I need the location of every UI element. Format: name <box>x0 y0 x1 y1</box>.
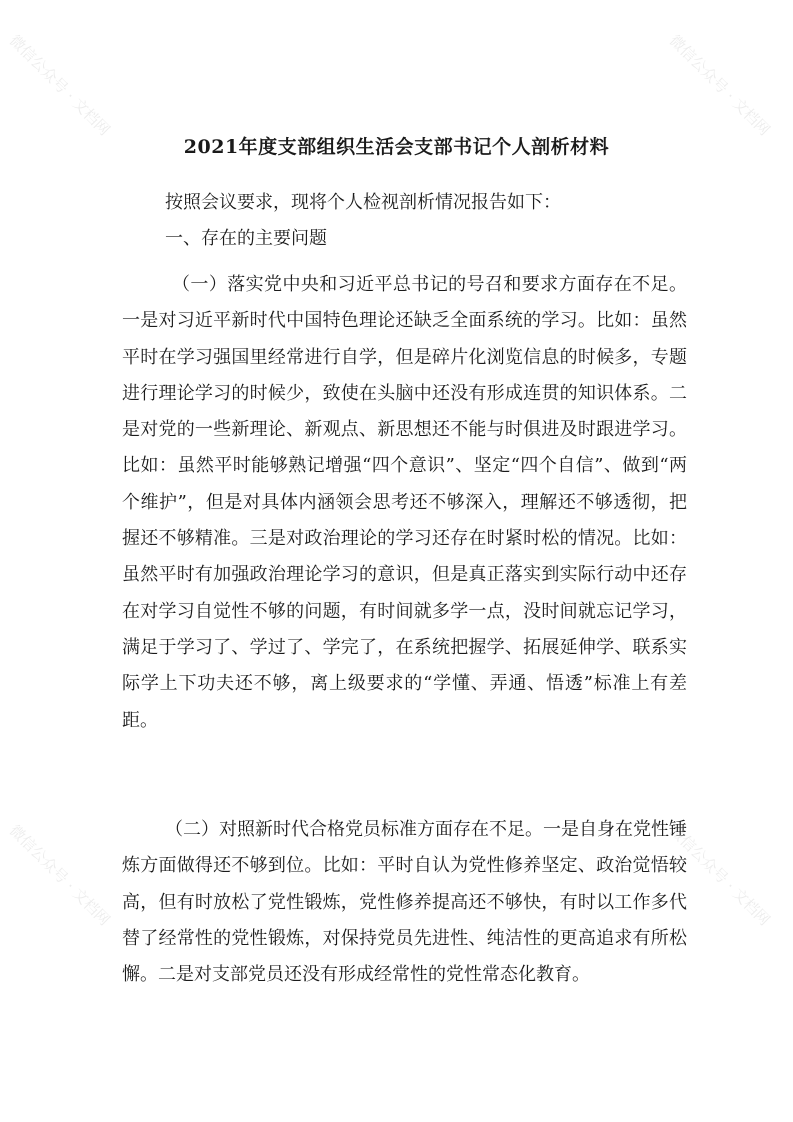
watermark: 微信公众号 · 文档网 <box>5 821 114 930</box>
body-paragraph-2: （二）对照新时代合格党员标准方面存在不足。一是自身在党性锤炼方面做得还不够到位。比如：平时自认为党性修养坚定、政治觉悟较高，但有时放松了党性锻炼，党性修养提高还不够快，有时以工作多代替了经常性的党性锻炼，对保持党员先进性、纯洁性的更高追求有所松懈。二是对支部党员还没有形成经常性的党性常态化教育。 <box>122 819 687 986</box>
watermark: 微信公众号 · 文档网 <box>5 31 114 140</box>
section-heading: 一、存在的主要问题 <box>165 228 327 249</box>
watermark: 微信公众号 · 文档网 <box>665 31 774 140</box>
watermark: 微信公众号 · 文档网 <box>665 821 774 930</box>
intro-paragraph: 按照会议要求，现将个人检视剖析情况报告如下： <box>165 192 561 213</box>
body-paragraph-1: （一）落实党中央和习近平总书记的号召和要求方面存在不足。一是对习近平新时代中国特色理论还缺乏全面系统的学习。比如：虽然平时在学习强国里经常进行自学，但是碎片化浏览信息的时候多，专题进行理论学习的时候少，致使在头脑中还没有形成连贯的知识体系。二是对党的一些新理论、新观点、新思想还不能与时俱进及时跟进学习。比如：虽然平时能够熟记增强“四个意识”、坚定“四个自信”、做到“两个维护”，但是对具体内涵领会思考还不够深入，理解还不够透彻，把握还不够精准。三是对政治理论的学习还存在时紧时松的情况。比如：虽然平时有加强政治理论学习的意识，但是真正落实到实际行动中还存在对学习自觉性不够的问题，有时间就多学一点，没时间就忘记学习，满足于学习了、学过了、学完了，在系统把握学、拓展延伸学、联系实际学上下功夫还不够，离上级要求的“学懂、弄通、悟透”标准上有差距。 <box>122 274 687 731</box>
document-title: 2021年度支部组织生活会支部书记个人剖析材料 <box>183 136 610 158</box>
